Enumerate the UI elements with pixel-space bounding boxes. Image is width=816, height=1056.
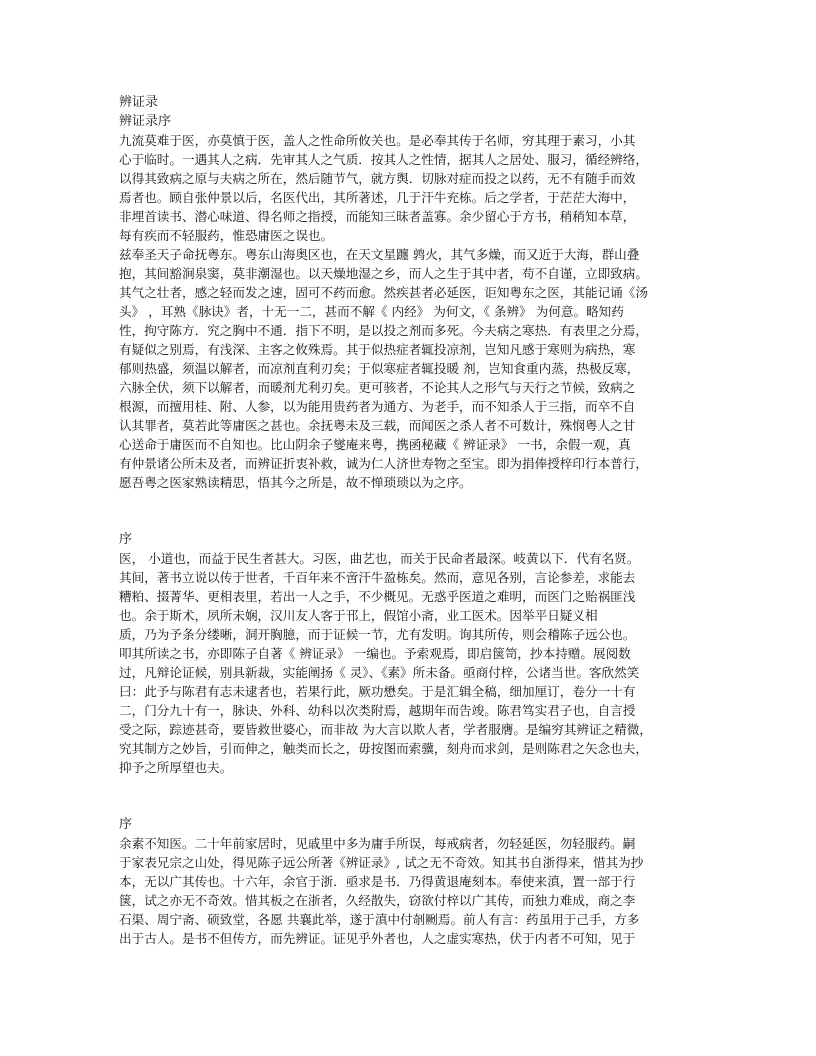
section-spacer [119,777,703,815]
text-line: 每有疾而不轻服药，惟恐庸医之误也。 [119,228,334,243]
text-line: 叩其所读之书，亦即陈子自著《 辨证录》 一编也。予索观焉，即启箧笥，抄本持赠。展阅数 [119,646,631,661]
text-line: 有疑似之别焉，有浅深、主客之攸殊焉。其于似热症者辄投凉剂，岂知凡感于寒则为病热，寒 [119,342,636,357]
text-line: 性，拘守陈方．究之胸中不通．指下不明，是以投之剂而多死。今夫病之寒热．有表里之分焉， [119,323,648,338]
section-spacer [119,492,703,530]
text-line: 石渠、周宁斋、硕致堂，各愿 共襄此举，遂于滇中付剞劂焉。前人有言：药虽用于己手，方多 [119,912,640,927]
text-line: 其间，著书立说以传于世者，千百年来不啻汗牛盈栋矣。然而，意见各别，言论参差，求能去 [119,570,636,585]
text-line: 医， 小道也，而益于民生者甚大。习医，曲艺也，而关于民命者最深。岐黄以下．代有名贤。 [119,551,640,566]
text-line: 心于临时。一遇其人之病．先审其人之气质．按其人之性情，据其人之居处、服习，循经辨络， [119,152,648,167]
preface-1-heading: 辨证录序 [119,114,172,129]
text-line: 余素不知医。二十年前家居时，见戚里中多为庸手所误，每戒病者，勿轻延医，勿轻服药。嗣 [119,836,636,851]
text-line: 其气之壮者，感之轻而发之速，固可不药而愈。然疾甚者必延医，讵知粤东之医，其能记诵《汤 [119,285,648,300]
text-line: 二，门分九十有一，脉诀、外科、幼科以次类附焉，越期年而告竣。陈君笃实君子也，自言授 [119,703,636,718]
text-line: 焉者也。顾自张仲景以后，名医代出，其所著述，几于汗牛充栋。后之学者，于茫茫大海中， [119,190,636,205]
preface-2 [119,530,703,777]
text-line: 以得其致病之原与夫病之所在，然后随节气，就方舆．切脉对症而投之以药，无不有随手而效 [119,171,636,186]
text-line: 心送命于庸医而不自知也。比山阴余子燮庵来粤，携函秘藏《 辨证录》 一书，余假一观，真 [119,437,631,452]
text-line: 本，无以广其传也。十六年，余官于浙．亟求是书．乃得黄退庵刻本。奉使来滇，置一部于行 [119,874,636,889]
text-line: 郁则热盛，须温以解者，而凉剂直利刃矣；于似寒症者辄投暖 剂，岂知食重内蒸，热极反寒， [119,361,640,376]
text-line: 箧，试之亦无不奇效。惜其板之在浙者，久经散失，窃欲付梓以广其传，而独力难成，商之李 [119,893,636,908]
text-line: 于家表兄宗之山处，得见陈子远公所著《辨证录》, 试之无不奇效。知其书自浙得来，惜其为抄 [119,855,644,870]
text-line: 兹奉圣天子命抚粤东。粤东山海奥区也，在天文星躔 鹑火，其气多燥，而又近于大海，群山叠 [119,247,640,262]
text-line: 有仲景诸公所未及者，而辨证折衷补救，诚为仁人济世寿物之至宝。即为捐俸授梓印行本普行， [119,456,648,471]
text-line: 受之际，踪迹甚奇，要皆救世婆心，而非故 为大言以欺人者，学者服膺。是编穷其辨证之精微， [119,722,652,737]
preface-3 [119,815,703,948]
preface-2-heading: 序 [119,532,133,547]
text-line: 出于古人。是书不但传方，而先辨证。证见乎外者也，人之虚实寒热，伏于内者不可知，见于 [119,931,636,946]
text-line: 究其制方之妙旨，引而伸之，触类而长之，毋按图而索骥，刻舟而求剑，是则陈君之矢念也夫， [119,741,648,756]
text-line: 愿吾粤之医家熟读精思，悟其今之所是，故不惮琐琐以为之序。 [119,475,472,490]
text-line: 糟粕、掇菁华、更相表里，若出一人之手，不少概见。无惑乎医道之难明，而医门之贻祸匪浅 [119,589,636,604]
text-line: 九流莫难于医，亦莫慎于医，盖人之性命所攸关也。是必奉其传于名师，穷其理于素习，小其 [119,133,636,148]
text-line: 质，乃为予条分缕晰，洞开胸臆，而于证候一节，尤有发明。询其所传，则会稽陈子远公也。 [119,627,636,642]
text-line: 也。余于斯术，夙所未娴，汉川友人客于邗上，假馆小斋，业工医术。因举平日疑义相 [119,608,598,623]
text-line: 六脉全伏，须下以解者，而暖剂尤利刃矣。更可骇者，不论其人之形气与天行之节候，致病之 [119,380,636,395]
text-line: 非埋首读书、潜心味道、得名师之指授，而能知三昧者盖寡。余少留心于方书，稍稍知本草， [119,209,636,224]
document-page [119,93,703,948]
text-line: 曰：此予与陈君有志未逮者也，若果行此，厥功懋矣。于是汇辑全稿，细加厘订，卷分一十有 [119,684,636,699]
text-line: 过，凡辩论证候，别具新裁，实能阐扬《 灵》、《素》所未备。亟商付梓，公诸当世。客欣然笑 [119,665,640,680]
text-line: 抱，其间豁涧泉窦，莫非潮湿也。以天燥地湿之乡，而人之生于其中者，苟不自谨，立即致病。 [119,266,648,281]
text-line: 头》 ，耳熟《脉诀》者，十无一二，甚而不解《 内经》 为何文，《 条辨》 为何意。略知药 [119,304,624,319]
preface-3-heading: 序 [119,817,133,832]
text-line: 认其罪者，莫若此等庸医之甚也。余抚粤未及三载，而闻医之杀人者不可数计，殊悯粤人之甘 [119,418,636,433]
text-line: 抑予之所厚望也夫。 [119,760,233,775]
book-title: 辨证录 [119,95,159,110]
text-line: 根源，而擅用桂、附、人参，以为能用贵药者为通方、为老手，而不知杀人于三指，而卒不自 [119,399,636,414]
preface-1 [119,112,703,492]
